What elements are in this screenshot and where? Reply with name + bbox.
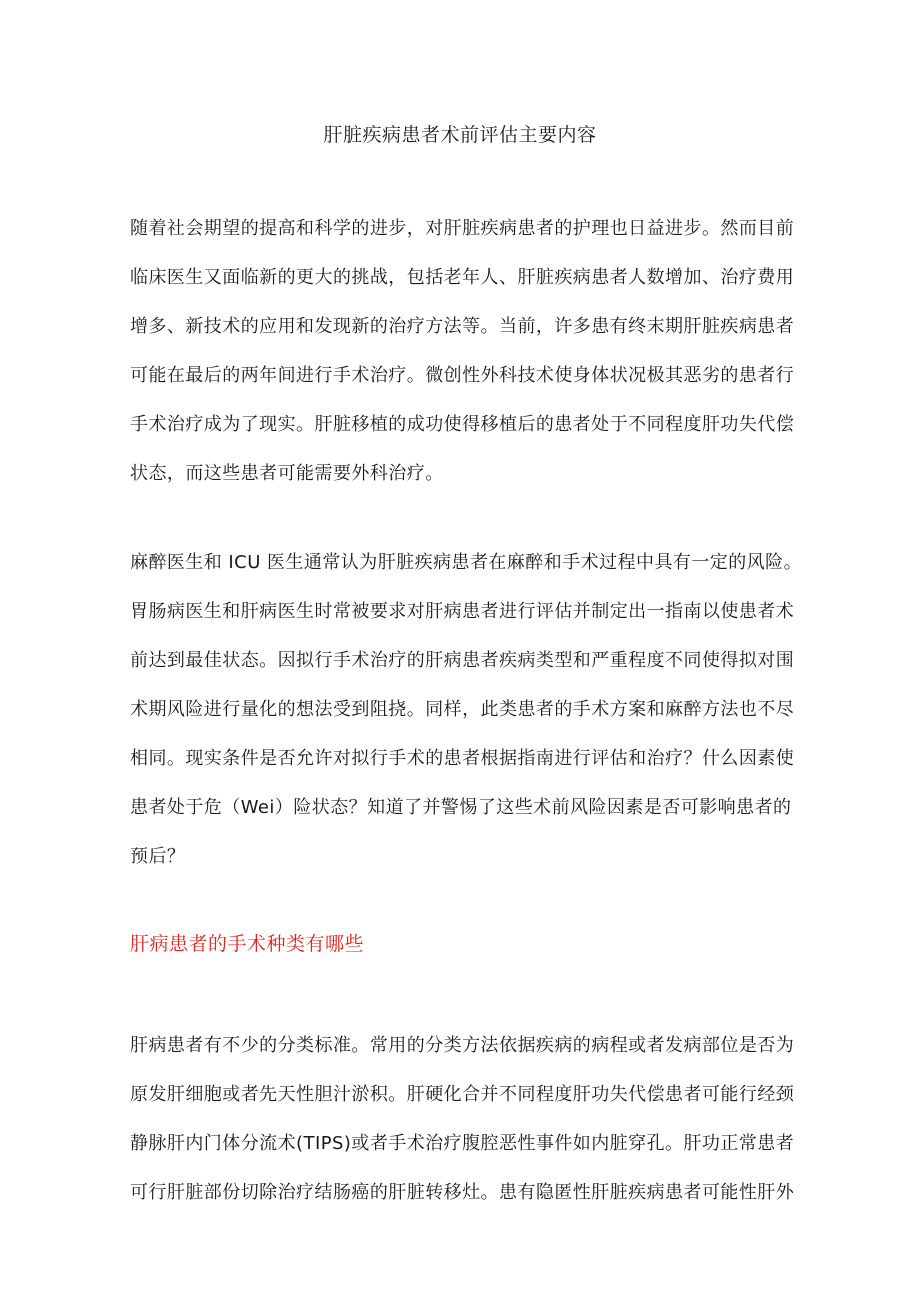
text-line: 状态，而这些患者可能需要外科治疗。: [130, 463, 444, 484]
text-line: 相同。现实条件是否允许对拟行手术的患者根据指南进行评估和治疗？什么因素使: [130, 748, 795, 769]
paragraph-intro: [130, 204, 820, 498]
text-line: 预后？: [130, 846, 186, 867]
section-heading: 肝病患者的手术种类有哪些: [130, 933, 365, 955]
paragraph-surgery-types: [130, 1021, 820, 1217]
text-line: 患者处于危（Wei）险状态？知道了并警惕了这些术前风险因素是否可影响患者的: [130, 797, 792, 818]
text-line: 前达到最佳状态。因拟行手术治疗的肝病患者疾病类型和严重程度不同使得拟对围: [130, 650, 795, 671]
text-line: 肝病患者有不少的分类标准。常用的分类方法依据疾病的病程或者发病部位是否为: [130, 1035, 795, 1056]
text-line: 增多、新技术的应用和发现新的治疗方法等。当前，许多患有终末期肝脏疾病患者: [130, 316, 795, 337]
text-line: 可能在最后的两年间进行手术治疗。微创性外科技术使身体状况极其恶劣的患者行: [130, 365, 795, 386]
text-line: 原发肝细胞或者先天性胆汁淤积。肝硬化合并不同程度肝功失代偿患者可能行经颈: [130, 1084, 795, 1105]
text-line: 手术治疗成为了现实。肝脏移植的成功使得移植后的患者处于不同程度肝功失代偿: [130, 414, 795, 435]
text-line: 麻醉医生和 ICU 医生通常认为肝脏疾病患者在麻醉和手术过程中具有一定的风险。: [130, 552, 803, 573]
text-line: 胃肠病医生和肝病医生时常被要求对肝病患者进行评估并制定出一指南以使患者术: [130, 601, 795, 622]
text-line: 随着社会期望的提高和科学的进步，对肝脏疾病患者的护理也日益进步。然而目前: [130, 218, 795, 239]
text-line: 术期风险进行量化的想法受到阻挠。同样，此类患者的手术方案和麻醉方法也不尽: [130, 699, 795, 720]
text-line: 临床医生又面临新的更大的挑战，包括老年人、肝脏疾病患者人数增加、治疗费用: [130, 267, 795, 288]
document-title: 肝脏疾病患者术前评估主要内容: [323, 124, 597, 146]
text-line: 静脉肝内门体分流术(TIPS)或者手术治疗腹腔恶性事件如内脏穿孔。肝功正常患者: [130, 1133, 795, 1154]
paragraph-risk: [130, 538, 820, 881]
text-line: 可行肝脏部份切除治疗结肠癌的肝脏转移灶。患有隐匿性肝脏疾病患者可能性肝外: [130, 1182, 795, 1203]
